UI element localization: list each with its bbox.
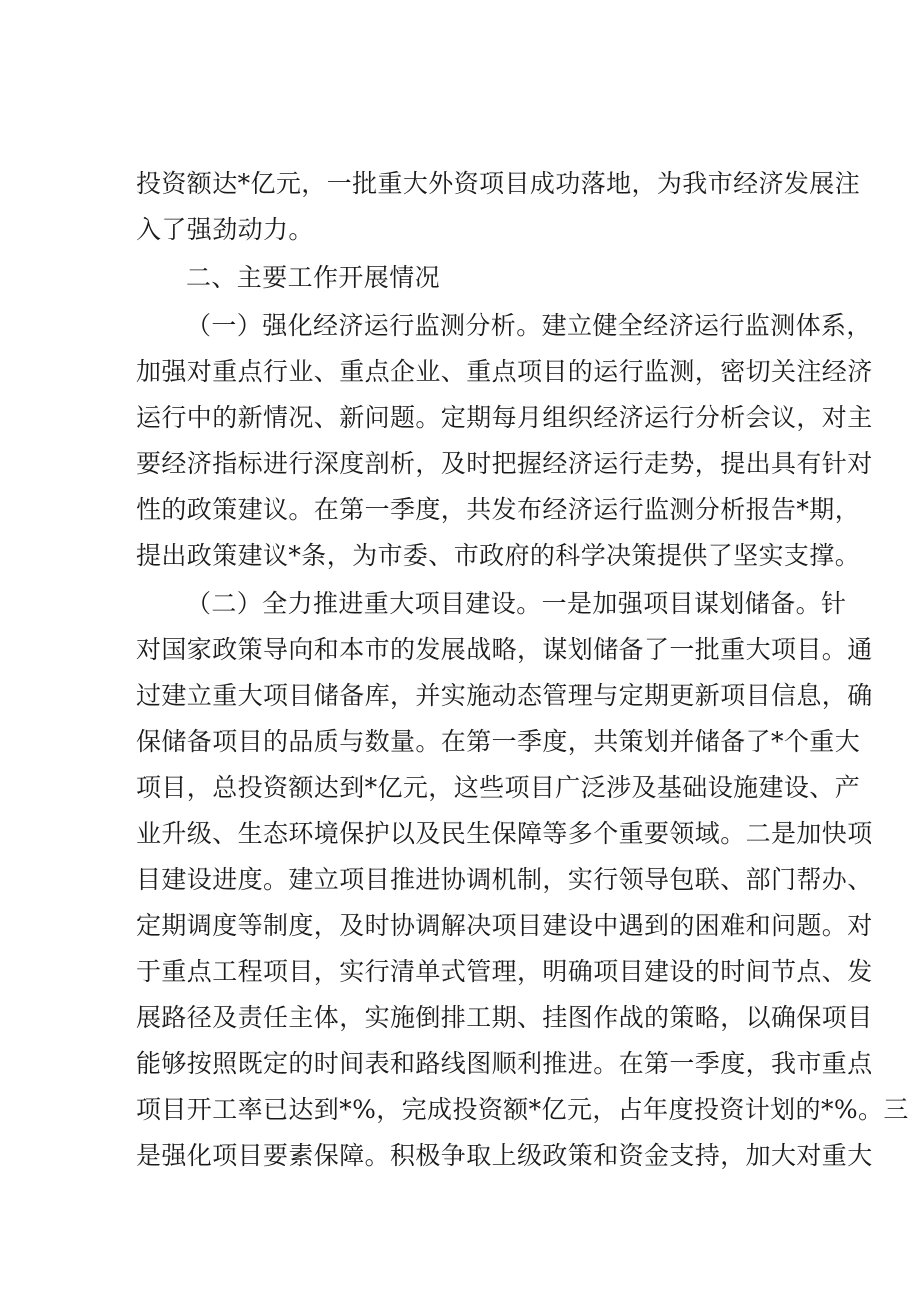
text-line: 加强对重点行业、重点企业、重点项目的运行监测，密切关注经济	[136, 357, 873, 386]
text-line: 于重点工程项目，实行清单式管理，明确项目建设的时间节点、发	[136, 957, 873, 986]
text-line: 项目，总投资额达到*亿元，这些项目广泛涉及基础设施建设、产	[136, 773, 861, 802]
text-line: （一）强化经济运行监测分析。建立健全经济运行监测体系，	[186, 311, 872, 340]
text-line: 业升级、生态环境保护以及民生保障等多个重要领域。二是加快项	[136, 819, 873, 848]
text-line: 能够按照既定的时间表和路线图顺利推进。在第一季度，我市重点	[136, 1049, 873, 1078]
section-heading: 二、主要工作开展情况	[186, 263, 441, 292]
text-line: 投资额达*亿元，一批重大外资项目成功落地，为我市经济发展注	[136, 169, 861, 198]
text-line: 要经济指标进行深度剖析，及时把握经济运行走势，提出具有针对	[136, 449, 873, 478]
text-line: 提出政策建议*条，为市委、市政府的科学决策提供了坚实支撑。	[136, 541, 861, 570]
text-line: 入了强劲动力。	[136, 215, 314, 244]
text-line: 项目开工率已达到*%，完成投资额*亿元，占年度投资计划的*%。三	[136, 1095, 909, 1124]
text-line: 对国家政策导向和本市的发展战略，谋划储备了一批重大项目。通	[136, 635, 873, 664]
text-line: （二）全力推进重大项目建设。一是加强项目谋划储备。针	[186, 589, 847, 618]
text-line: 是强化项目要素保障。积极争取上级政策和资金支持，加大对重大	[136, 1141, 873, 1170]
text-line: 过建立重大项目储备库，并实施动态管理与定期更新项目信息，确	[136, 681, 873, 710]
text-line: 性的政策建议。在第一季度，共发布经济运行监测分析报告*期，	[136, 495, 861, 524]
text-line: 定期调度等制度，及时协调解决项目建设中遇到的困难和问题。对	[136, 911, 873, 940]
text-line: 保储备项目的品质与数量。在第一季度，共策划并储备了*个重大	[136, 727, 861, 756]
text-line: 展路径及责任主体，实施倒排工期、挂图作战的策略，以确保项目	[136, 1003, 873, 1032]
text-line: 运行中的新情况、新问题。定期每月组织经济运行分析会议，对主	[136, 403, 873, 432]
text-line: 目建设进度。建立项目推进协调机制，实行领导包联、部门帮办、	[136, 865, 873, 894]
